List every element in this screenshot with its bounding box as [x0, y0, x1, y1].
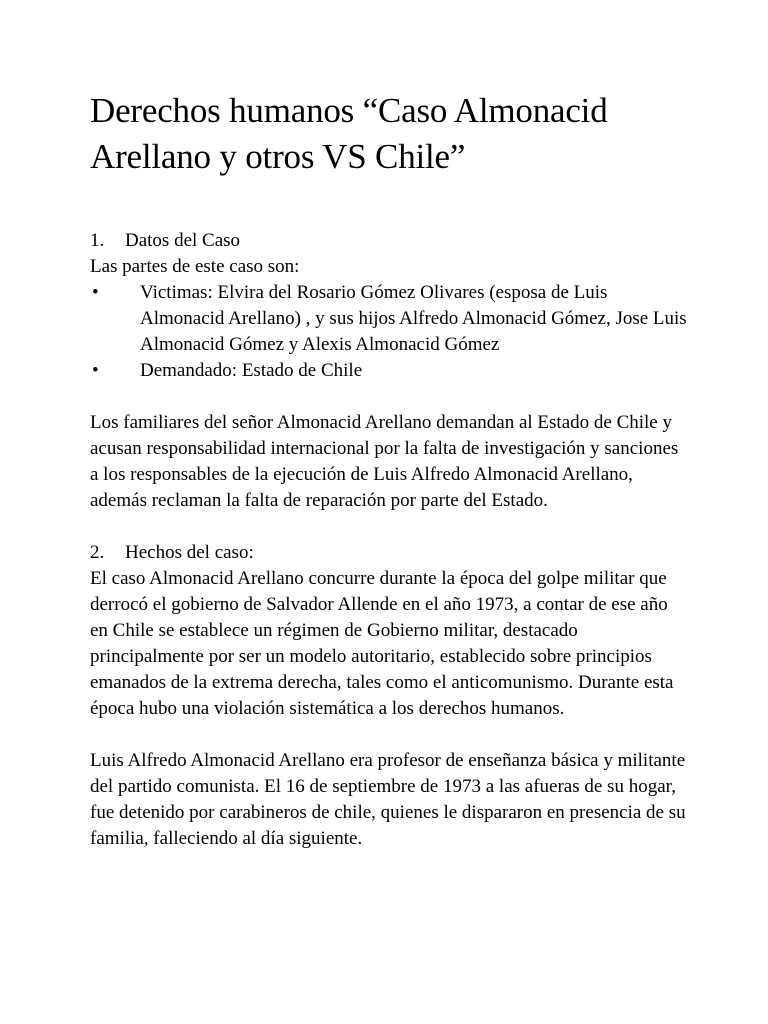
- parties-list: [90, 280, 690, 384]
- facts-paragraph: Luis Alfredo Almonacid Arellano era profesor de enseñanza básica y militante del partido comunista. El 16 de septiembre de 1973 a las afueras de su hogar, fue detenido por carabineros de chile, quienes le dispararon en presencia de su familia, falleciendo al día siguiente.: [90, 750, 686, 849]
- section-2-number: 2.: [90, 542, 105, 563]
- parties-intro: Las partes de este caso son:: [90, 256, 300, 277]
- claims-paragraph: Los familiares del señor Almonacid Arellano demandan al Estado de Chile y acusan responsabilidad internacional por la falta de investigación y sanciones a los responsables de la ejecución de Luis Alfredo Almonacid Arellano, además reclaman la falta de reparación por parte del Estado.: [90, 412, 679, 511]
- section-1-heading: [90, 228, 690, 254]
- section-2: [90, 540, 690, 852]
- section-1: [90, 228, 690, 514]
- section-2-title: Hechos del caso:: [125, 542, 254, 563]
- document-title: Derechos humanos “Caso Almonacid Arellano y otros VS Chile”: [90, 91, 608, 176]
- context-paragraph: El caso Almonacid Arellano concurre durante la época del golpe militar que derrocó el gobierno de Salvador Allende en el año 1973, a contar de ese año en Chile se establece un régimen de Gobierno militar, destacado principalmente por ser un modelo autoritario, establecido sobre principios emanados de la extrema derecha, tales como el anticomunismo. Durante esta época hubo una violación sistemática a los derechos humanos.: [90, 568, 674, 719]
- document-page: [90, 88, 690, 852]
- victims-text: Victimas: Elvira del Rosario Gómez Olivares (esposa de Luis Almonacid Arellano) , y sus hijos Alfredo Almonacid Gómez, Jose Luis Almonacid Gómez y Alexis Almonacid Gómez: [140, 282, 687, 355]
- bullet-icon: •: [92, 282, 99, 303]
- section-2-heading: [90, 540, 690, 566]
- list-item: [90, 358, 690, 384]
- bullet-icon: •: [92, 360, 99, 381]
- list-item: [90, 280, 690, 358]
- defendant-text: Demandado: Estado de Chile: [140, 360, 363, 381]
- section-1-title: Datos del Caso: [125, 230, 241, 251]
- section-1-number: 1.: [90, 230, 105, 251]
